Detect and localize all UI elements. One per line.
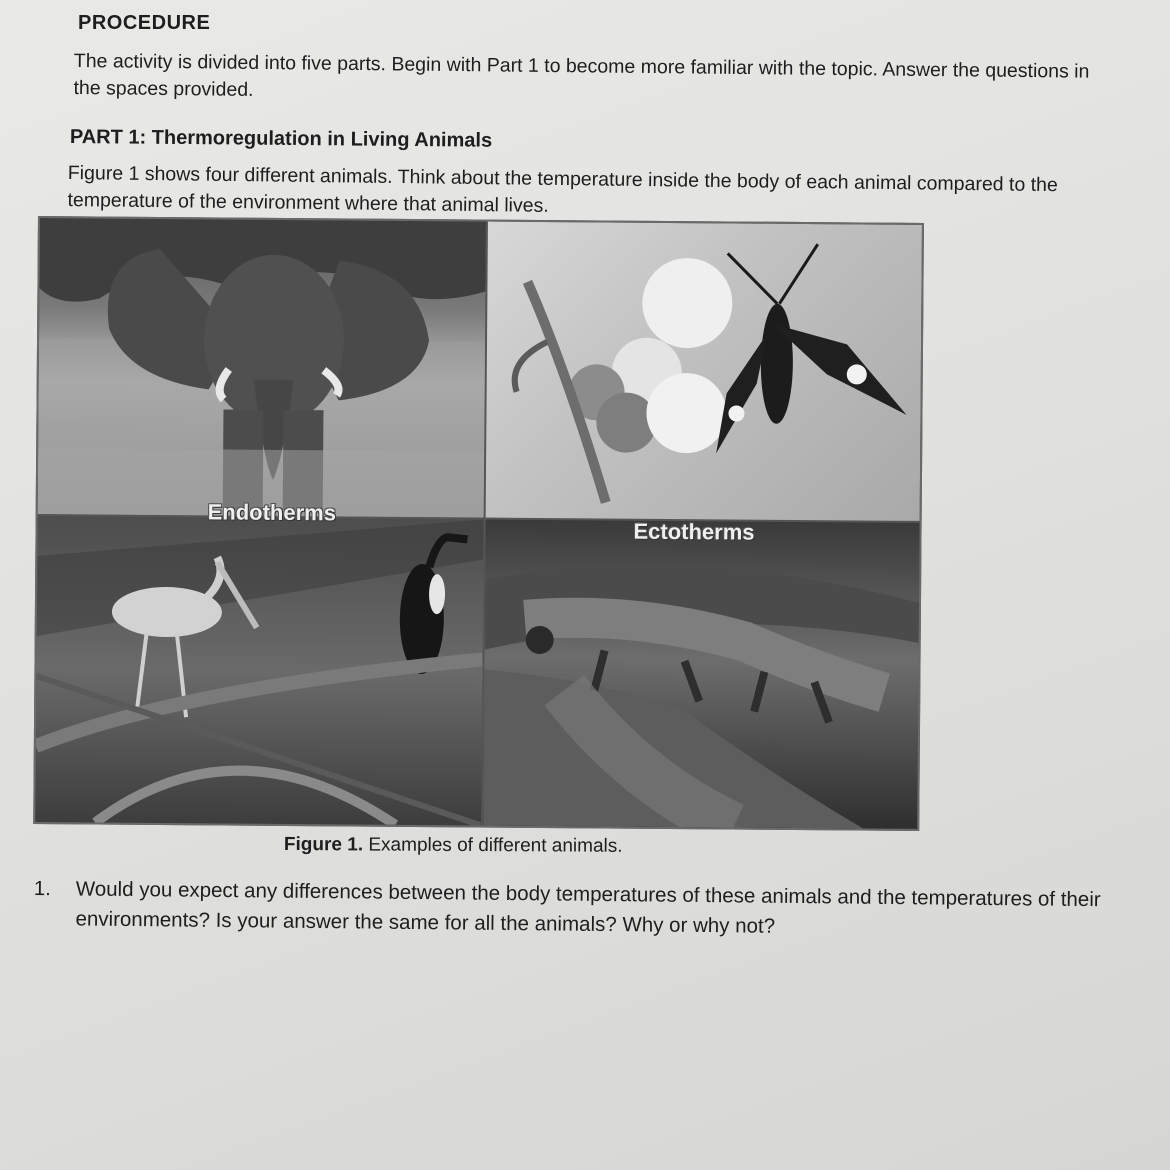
figure-description: Figure 1 shows four different animals. Think about the temperature inside the body of each animal compared to the temperature of the environment where that animal lives. — [67, 161, 1058, 217]
lizard-photo — [483, 520, 919, 829]
ectotherms-label: Ectotherms — [633, 518, 755, 545]
elephant-photo — [38, 218, 486, 517]
figure-caption-text: Examples of different animals. — [368, 834, 623, 857]
figure-1-photo-grid — [33, 216, 924, 831]
moth-photo — [486, 222, 922, 521]
figure-caption — [284, 834, 623, 858]
question-text: Would you expect any differences between the body temperatures of these animals and the temperatures of their environments? Is your answer the same for all the animals? Why or why not? — [75, 877, 1101, 938]
intro-paragraph: The activity is divided into five parts. Begin with Part 1 to become more familiar with the topic. Answer the questions in the spaces provided. — [73, 49, 1090, 101]
section-heading: PROCEDURE — [78, 12, 211, 34]
question-number: 1. — [33, 876, 52, 901]
part1-title: PART 1: Thermoregulation in Living Animals — [69, 125, 493, 152]
question-1 — [33, 874, 1134, 938]
figure-caption-label: Figure 1. — [283, 834, 364, 856]
endotherms-label: Endotherms — [207, 499, 337, 526]
birds-photo — [35, 516, 483, 825]
